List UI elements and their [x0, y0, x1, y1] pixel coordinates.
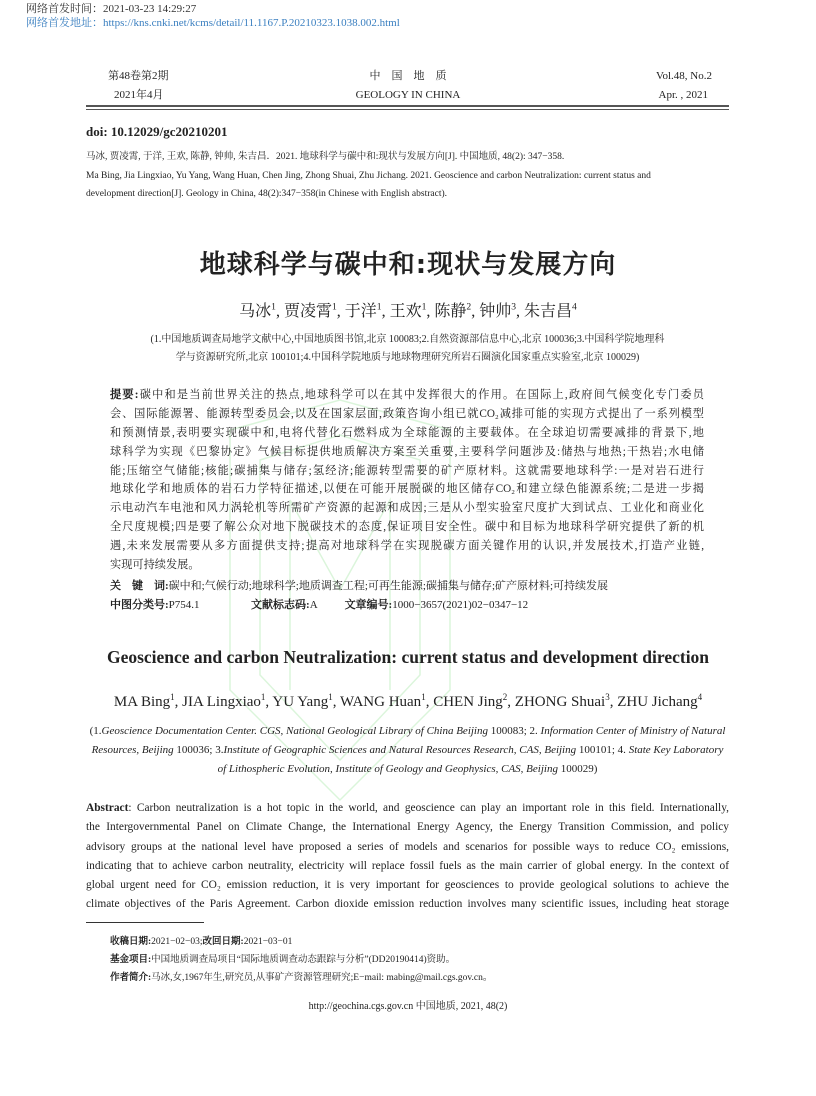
- author-affiliation-sup: 2: [502, 692, 508, 702]
- abstract-cn-line: 遇,未来发展需要从多方面提供支持;提高对地球科学在实现脱碳方面关键作用的认识,并发展技术,打造产业链,: [110, 540, 704, 553]
- journal-name-en: GEOLOGY IN CHINA: [355, 89, 461, 101]
- fund-label: 基金项目:: [110, 955, 152, 965]
- footnote-author: [110, 969, 492, 987]
- author-bio-label: 作者简介:: [110, 973, 152, 983]
- author-name: ZHONG Shuai: [514, 694, 606, 710]
- page-footer: http://geochina.cgs.gov.cn 中国地质, 2021, 48(2): [308, 1001, 508, 1012]
- author-affiliation-sup: 1: [331, 301, 337, 313]
- article-no-value: 1000−3657(2021)02−0347−12: [392, 599, 529, 611]
- journal-name-cn: 中 国 地 质: [369, 70, 447, 82]
- affiliations-cn-line2: 学与资源研究所,北京 100101;4.中国科学院地质与地球物理研究所岩石圈演化国家重点实验室,北京 100029): [175, 352, 640, 363]
- author-name: 马冰: [239, 303, 272, 320]
- classification-row: [110, 596, 528, 615]
- citation-cn: 马冰, 贾凌霄, 于洋, 王欢, 陈静, 钟帅, 朱吉昌．2021. 地球科学与碳中和:现状与发展方向[J]. 中国地质, 48(2): 347−358.: [86, 152, 565, 162]
- author-name: 贾凌霄: [283, 303, 332, 320]
- footnote-rule: [86, 922, 204, 923]
- author-affiliation-sup: 4: [697, 692, 703, 702]
- keywords-value: 碳中和;气候行动;地球科学;地质调查工程;可再生能源;碳捕集与储存;矿产原材料;可持续发展: [168, 580, 609, 592]
- aff-en-2-code: 100036; 3.: [173, 743, 224, 756]
- abstract-cn-line: 实现可持续发展。: [110, 559, 200, 572]
- clc-label: 中图分类号:: [110, 599, 169, 611]
- author-name: 朱吉昌: [524, 303, 573, 320]
- revised-label: 改回日期:: [202, 937, 244, 947]
- received-date: 2021−02−03;: [151, 937, 203, 947]
- aff-en-1-code: 100083; 2.: [487, 725, 541, 737]
- keywords-label: 关 键 词:: [110, 580, 169, 592]
- author-affiliation-sup: 1: [376, 301, 382, 313]
- aff-en-2: Information Center of Ministry of Natural Resources, Beijing: [91, 725, 726, 756]
- volume-en: Vol.48, No.2: [655, 70, 712, 82]
- title-en: Geoscience and carbon Neutralization: current status and development direction: [106, 647, 710, 667]
- title-cn: 地球科学与碳中和:现状与发展方向: [199, 250, 617, 280]
- abstract-cn-line: 和预测情景,表明要实现碳中和,电将代替化石燃料成为全球能源的主要载体。在全球迫切需要减排的背景下,地: [110, 426, 704, 439]
- author-affiliation-sup: 4: [572, 301, 577, 313]
- abstract-cn-line: 地球化学和地质体的岩石力学特征描述,以便在可能开展脱碳的地区储存CO₂和建立绿色能源系统;二是进一步揭: [110, 483, 704, 496]
- footnote-fund: [110, 951, 455, 969]
- author-name: WANG Huan: [339, 694, 422, 710]
- authors-en: MA Bing$^1$, JIA Lingxiao$^1$, YU Yang$^1$, WANG Huan$^1$, CHEN Jing$^2$, ZHONG Shuai$^3$, ZHU Jichang$^4$: [113, 692, 703, 710]
- authors-cn: 马冰$^1$, 贾凌霄$^1$, 于洋$^1$, 王欢$^1$, 陈静$^2$, 钟帅$^3$, 朱吉昌$^4$: [239, 301, 577, 320]
- volume-cn: 第48卷第2期: [108, 70, 169, 82]
- clc-value: P754.1: [168, 599, 200, 611]
- doc-code-value: A: [309, 599, 318, 611]
- author-name: 王欢: [389, 303, 422, 320]
- header-rule-thin: [86, 109, 729, 110]
- abstract-en-line: indicating that to achieve carbon neutrality, electricity will replace fossil fuels as the main carrier of global energy. In the context of: [86, 859, 729, 872]
- author-affiliation-sup: 1: [328, 692, 333, 702]
- fund-value: 中国地质调查局项目“国际地质调查动态跟踪与分析”(DD20190414)资助。: [151, 955, 456, 965]
- online-time-label: 网络首发时间：: [26, 3, 103, 15]
- abstract-cn-line: 全尺度规模;四是要了解公众对地下脱碳技术的态度,保证项目安全性。碳中和目标为地球科学研究提供了新的机: [110, 521, 704, 534]
- abstract-en-line: advisory groups at the national level have proposed a series of models and scenarios for possible ways to reduce CO₂ emissions,: [86, 840, 729, 853]
- online-first-time: [26, 2, 196, 16]
- abstract-cn-line: 球科学为实现《巴黎协定》气候目标提供地质解决方案至关重要,主要科学问题涉及:储热与地热;干热岩;水电储: [110, 445, 704, 458]
- abstract-cn-line: 碳中和是当前世界关注的热点,地球科学可以在其中发挥很大的作用。在国际上,政府间气候变化专门委员: [138, 389, 704, 401]
- author-bio-value: 马冰,女,1967年生,研究员,从事矿产资源管理研究;E−mail: mabing@mail.cgs.gov.cn。: [151, 973, 493, 983]
- abstract-cn-label: 提要:: [110, 389, 139, 401]
- affiliations-en: [86, 722, 729, 778]
- aff-en-4: State Key Laboratory of Lithospheric Evolution, Institute of Geology and Geophysics, CAS, Beijing: [217, 743, 724, 775]
- abstract-en-line: : Carbon neutralization is a hot topic in the world, and geoscience can play an important role in this field. Internationally,: [128, 802, 729, 814]
- abstract-en-line: the Intergovernmental Panel on Climate Change, the International Energy Agency, the Energy Transition Commission, and policy: [86, 821, 729, 834]
- author-name: CHEN Jing: [433, 694, 503, 710]
- author-affiliation-sup: 1: [170, 692, 175, 702]
- revised-date: 2021−03−01: [243, 937, 293, 947]
- author-affiliation-sup: 1: [271, 301, 276, 313]
- author-name: 钟帅: [479, 303, 512, 320]
- author-affiliation-sup: 3: [605, 692, 610, 702]
- author-affiliation-sup: 1: [421, 692, 426, 702]
- abstract-en: [86, 799, 729, 915]
- abstract-cn-line: 能;压缩空气储能;核能;碳捕集与储存;氢经济;能源转型需要的矿产原材料。这就需要地球科学:一是对岩石进行: [110, 464, 704, 477]
- article-no-label: 文章编号:: [344, 599, 393, 611]
- abstract-en-label: Abstract: [86, 802, 129, 814]
- aff-en-1: Geoscience Documentation Center. CGS, National Geological Library of China Beijing: [101, 725, 488, 737]
- author-name: JIA Lingxiao: [182, 694, 261, 710]
- doc-code-label: 文献标志码:: [251, 599, 310, 611]
- author-name: 于洋: [344, 303, 377, 320]
- online-first-url[interactable]: [26, 16, 400, 30]
- date-cn: 2021年4月: [114, 89, 164, 101]
- abstract-en-line: climate objectives of the Paris Agreement. Carbon dioxide emission reduction involves many scientific issues, including heat storage: [86, 898, 729, 911]
- author-name: MA Bing: [113, 694, 171, 710]
- online-time: 2021-03-23 14:29:27: [103, 3, 197, 15]
- aff-en-prefix: (1.: [89, 725, 102, 737]
- author-name: ZHU Jichang: [617, 694, 698, 710]
- date-en: Apr. , 2021: [658, 89, 708, 101]
- affiliations-cn-line1: (1.中国地质调查局地学文献中心,中国地质图书馆,北京 100083;2.自然资源部信息中心,北京 100036;3.中国科学院地理科: [150, 334, 665, 345]
- received-label: 收稿日期:: [110, 937, 152, 947]
- citation-en-line1: Ma Bing, Jia Lingxiao, Yu Yang, Wang Huan, Chen Jing, Zhong Shuai, Zhu Jichang. 2021. Geoscience and carbon Neutralization: current status and: [86, 171, 651, 181]
- header-rule: [86, 105, 729, 107]
- doi: doi: 10.12029/gc20210201: [86, 124, 228, 139]
- aff-en-3: Institute of Geographic Sciences and Natural Resources Research, CAS, Beijing: [223, 743, 577, 756]
- aff-en-3-code: 100101; 4.: [576, 743, 629, 756]
- aff-en-4-code: 100029): [557, 762, 598, 775]
- author-affiliation-sup: 1: [421, 301, 427, 313]
- citation-en-line2: development direction[J]. Geology in China, 48(2):347−358(in Chinese with English abstract).: [86, 189, 448, 199]
- author-name: YU Yang: [272, 694, 329, 710]
- abstract-cn: [110, 386, 704, 575]
- online-url-label: 网络首发地址：: [26, 17, 103, 29]
- author-affiliation-sup: 1: [260, 692, 266, 702]
- author-affiliation-sup: 2: [466, 301, 472, 313]
- abstract-cn-line: 示电动汽车电池和风力涡轮机等所需矿产资源的起源和成因;三是从小型实验室尺度扩大到试点、工业化和商业化: [110, 502, 704, 515]
- abstract-cn-line: 会、国际能源署、能源转型委员会,以及在国家层面,政策咨询小组已就CO₂减排可能的实现方式提出了一系列模型: [110, 407, 704, 420]
- author-name: 陈静: [434, 303, 467, 320]
- online-url-link[interactable]: https://kns.cnki.net/kcms/detail/11.1167.P.20210323.1038.002.html: [103, 17, 400, 29]
- footnote-dates: [110, 933, 292, 951]
- keywords-cn: [110, 577, 608, 596]
- author-affiliation-sup: 3: [511, 301, 517, 313]
- abstract-en-line: global urgent need for CO₂ emission reduction, it is very important for geosciences to provide geological solutions to achieve the: [86, 879, 729, 892]
